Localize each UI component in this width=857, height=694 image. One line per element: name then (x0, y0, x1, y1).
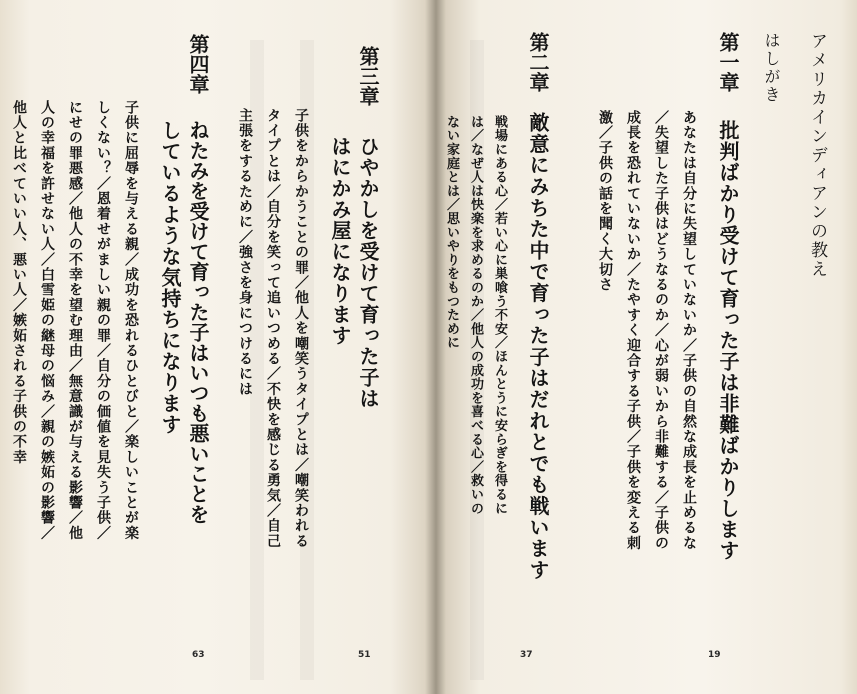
chapter-3-line: タイプとは／自分を笑って追いつめる／不快を感じる勇気／自己 (265, 108, 281, 549)
chapter-3-line: 子供をからかうことの罪／他人を嘲笑うタイプとは／嘲笑われる (293, 108, 309, 549)
preface-heading: はしがき (762, 32, 781, 104)
book-title: アメリカインディアンの教え (807, 32, 827, 279)
chapter-4-label: 第四章 (186, 34, 210, 94)
chapter-2-line: ない家庭とは／思いやりをもつために (444, 115, 459, 350)
chapter-1-page-number: 19 (708, 650, 721, 660)
chapter-1-line: 成長を恐れていないか／たやすく迎合する子供／子供を変える刺 (625, 110, 641, 551)
chapter-4-title-line: ねたみを受けて育った子はいつも悪いことを (186, 120, 210, 524)
chapter-1-line: あなたは自分に失望していないか／子供の自然な成長を止めるな (681, 110, 697, 551)
chapter-2-line: 戦場にある心／若い心に巣喰う不安／ほんとうに安らぎを得るに (492, 115, 507, 516)
chapter-1-title: 批判ばかり受けて育った子は非難ばかりします (716, 120, 740, 561)
chapter-3-label: 第三章 (356, 46, 380, 106)
chapter-3-page-number: 51 (358, 650, 371, 660)
chapter-4-line: にせの罪悪感／他人の不幸を望む理由／無意識が与える影響／他 (67, 100, 83, 541)
chapter-3-line: 主張をするために／強さを身につけるには (237, 108, 253, 397)
chapter-4-line: 人の幸福を許せない人／白雪姫の継母の悩み／親の嫉妬の影響／ (39, 100, 55, 541)
chapter-4-line: 子供に屈辱を与える親／成功を恐れるひとびと／楽しいことが楽 (123, 100, 139, 541)
chapter-3-title-line: ひやかしを受けて育った子は (356, 136, 380, 409)
chapter-2-page-number: 37 (520, 650, 533, 660)
chapter-2-label: 第二章 (526, 32, 550, 92)
chapter-4-line: しくない？／恩着せがましい親の罪／自分の価値を見失う子供／ (95, 100, 111, 541)
chapter-4-title-line: しているような気持ちになります (158, 120, 182, 435)
chapter-1-label: 第一章 (716, 32, 740, 92)
chapter-3-title-line: はにかみ屋になります (328, 136, 352, 346)
chapter-1-line: 激／子供の話を聞く大切さ (597, 110, 613, 293)
chapter-4-line: 他人と比べていい人、悪い人／嫉妬される子供の不幸 (11, 100, 27, 465)
chapter-4-page-number: 63 (192, 650, 205, 660)
chapter-2-title: 敵意にみちた中で育った子はだれとでも戦います (526, 112, 550, 581)
chapter-2-line: は／なぜ人は快楽を求めるのか／他人の成功を喜べる心／救いの (468, 115, 483, 516)
chapter-1-line: ／失望した子供はどうなるのか／心が弱いから非難する／子供の (653, 110, 669, 551)
